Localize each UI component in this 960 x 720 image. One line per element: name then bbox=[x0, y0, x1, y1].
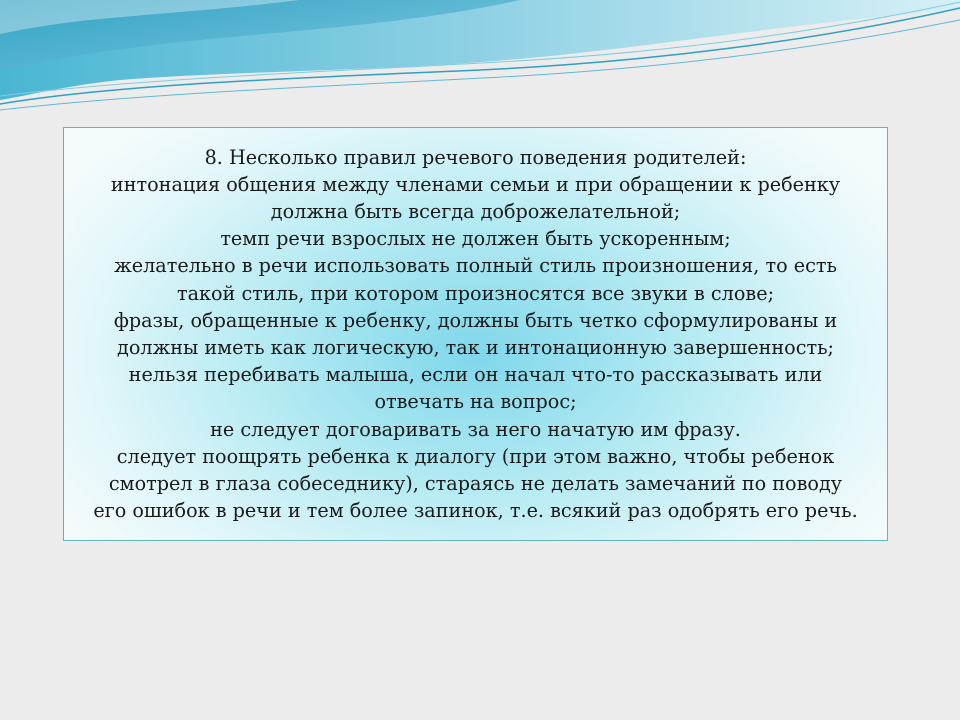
text-line: не следует договаривать за него начатую им фразу. bbox=[210, 417, 741, 441]
text-line: его ошибок в речи и тем более запинок, т.е. всякий раз одобрять его речь. bbox=[93, 499, 858, 523]
text-line: должны иметь как логическую, так и интонационную завершенность; bbox=[117, 336, 834, 359]
header-wave-decoration bbox=[0, 0, 960, 120]
text-line: следует поощрять ребенка к диалогу (при этом важно, чтобы ребенок bbox=[116, 444, 835, 468]
text-line: отвечать на вопрос; bbox=[374, 390, 577, 414]
title-line: 8. Несколько правил речевого поведения родителей: bbox=[204, 145, 747, 169]
text-line: фразы, обращенные к ребенку, должны быть четко сформулированы и bbox=[113, 308, 838, 332]
rules-text-box bbox=[63, 127, 888, 541]
text-line: темп речи взрослых не должен быть ускоренным; bbox=[220, 227, 731, 251]
text-line: интонация общения между членами семьи и при обращении к ребенку bbox=[110, 172, 841, 196]
text-line: нельзя перебивать малыша, если он начал что-то рассказывать или bbox=[128, 363, 823, 387]
text-line: желательно в речи использовать полный стиль произношения, то есть bbox=[114, 254, 837, 278]
text-line: такой стиль, при котором произносятся все звуки в слове; bbox=[176, 281, 775, 305]
text-line: должна быть всегда доброжелательной; bbox=[270, 199, 681, 223]
text-line: смотрел в глаза собеседнику), стараясь не делать замечаний по поводу bbox=[108, 472, 843, 496]
